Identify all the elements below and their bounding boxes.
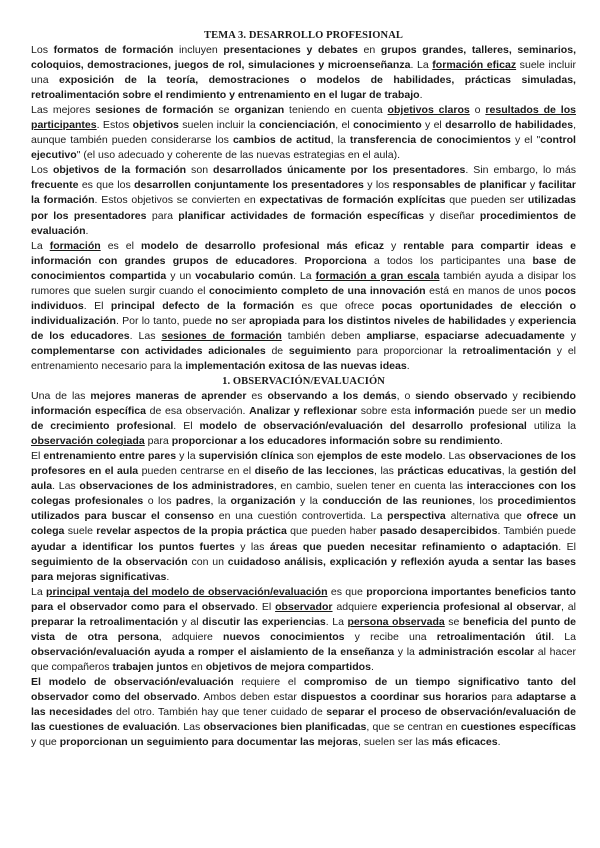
emphasized-text: retroalimentación	[462, 344, 552, 357]
text-run: ,	[415, 329, 425, 342]
emphasized-text: observación/evaluación ayuda a romper el aislamiento de la enseñanza	[31, 645, 395, 658]
document-page	[31, 28, 576, 750]
emphasized-text: concienciación	[259, 119, 336, 132]
section-body	[31, 389, 576, 750]
text-run: . La	[551, 630, 576, 643]
emphasized-text: gestión del aula	[31, 465, 577, 493]
emphasized-text: entrenamiento entre pares	[43, 450, 177, 463]
text-run: . El	[83, 299, 111, 312]
emphasized-text: observaciones de los administradores	[79, 480, 274, 493]
emphasized-text: responsables de planificar	[392, 179, 527, 192]
text-run: y la	[295, 495, 323, 508]
text-run: es que	[327, 585, 367, 598]
emphasized-text: conocimiento completo de una innovación	[209, 284, 426, 297]
emphasized-text: experiencia profesional al observar	[381, 600, 562, 613]
text-run: en una cuestión controvertida. La	[213, 510, 388, 523]
emphasized-text: seguimiento	[288, 344, 352, 357]
emphasized-text: expectativas de formación explícitas	[259, 194, 446, 207]
text-run: se	[444, 615, 463, 628]
emphasized-text: revelar aspectos de la propia práctica	[96, 525, 287, 538]
text-run: , en cambio, suelen tener en cuenta las	[273, 480, 467, 493]
emphasized-text: beneficia del punto de vista de otra persona	[31, 615, 577, 643]
emphasized-text: Analizar y reflexionar	[249, 405, 358, 418]
emphasized-text: procedimientos utilizados para buscar el consenso	[31, 495, 576, 523]
emphasized-text: compromiso de un tiempo significativo tanto del observador como del observado	[31, 675, 576, 703]
text-run: . El	[173, 420, 200, 433]
text-run: o	[469, 104, 486, 117]
emphasized-text: interacciones con los colegas profesionales	[31, 480, 576, 508]
text-run: . Estos	[96, 119, 133, 132]
text-run: y el	[421, 119, 446, 132]
emphasized-text: principal ventaja del modelo de observación/evaluación	[46, 585, 328, 598]
emphasized-text: pasado desapercibidos	[379, 525, 498, 538]
text-run: y la	[176, 450, 199, 463]
emphasized-text: diseño de las lecciones	[254, 465, 375, 478]
text-run: .	[406, 359, 410, 372]
text-run: .	[85, 224, 89, 237]
text-run: incluyen	[173, 44, 224, 56]
emphasized-text: espaciarse adecuadamente	[424, 329, 565, 342]
text-run: para proporcionar la	[351, 344, 463, 357]
text-run: y	[564, 329, 576, 342]
text-run: .	[419, 89, 423, 102]
emphasized-text: observaciones de los profesores en el aula	[31, 450, 577, 478]
text-run: . La	[325, 615, 348, 628]
text-run: y que	[31, 736, 60, 749]
text-run: ser	[228, 314, 250, 327]
emphasized-text: base de conocimientos compartida	[31, 254, 576, 282]
paragraph	[31, 675, 576, 750]
emphasized-text: formación	[49, 239, 101, 252]
emphasized-text: exposición de la teoría, demostraciones o modelos de habilidades, prácticas simuladas, retroalimentación sobre el rendimiento y entrenamiento en el lugar de trabajo	[31, 74, 576, 102]
paragraph	[31, 389, 576, 449]
emphasized-text: desarrollados únicamente por los presentadores	[213, 164, 466, 177]
emphasized-text: observando a los demás	[267, 390, 397, 403]
text-run: alternativa que	[445, 510, 527, 523]
emphasized-text: cuidadoso análisis, explicación y reflexión ayuda a sentar las bases para mejoras significativas	[31, 555, 576, 583]
emphasized-text: proporcionar a los educadores información sobre su rendimiento	[171, 435, 500, 448]
text-run: . El	[558, 540, 576, 553]
text-run: , la	[501, 465, 520, 478]
text-run: es	[246, 390, 268, 403]
emphasized-text: nuevos conocimientos	[223, 630, 345, 643]
emphasized-text: padres	[175, 495, 211, 508]
emphasized-text: trabajen juntos	[112, 660, 189, 673]
emphasized-text: procedimientos de evaluación	[31, 209, 576, 237]
text-run: y los	[363, 179, 393, 192]
emphasized-text: resultados de los participantes	[31, 104, 577, 132]
text-run: .	[166, 570, 170, 583]
emphasized-text: siendo observado	[415, 390, 508, 403]
emphasized-text: organizan	[234, 104, 285, 117]
text-run: . Estos objetivos se convierten en	[94, 194, 260, 207]
text-run: y un	[166, 269, 196, 282]
text-run: que pueden ser	[445, 194, 528, 207]
text-run: y el entrenamiento necesario para la	[31, 344, 577, 372]
emphasized-text: prácticas educativas	[397, 465, 502, 478]
emphasized-text: administración escolar	[418, 645, 535, 658]
intro-body	[31, 43, 576, 374]
text-run: y	[384, 239, 404, 252]
emphasized-text: desarrollen conjuntamente los presentadores	[134, 179, 364, 192]
text-run: . El	[255, 600, 276, 613]
text-run: , el	[335, 119, 354, 132]
emphasized-text: formación eficaz	[432, 59, 517, 72]
emphasized-text: presentaciones y debates	[223, 44, 358, 56]
text-run: teniendo en cuenta	[284, 104, 388, 117]
text-run: " (el uso adecuado y coherente de las nuevas estrategias en el aula).	[76, 149, 401, 162]
text-run: de	[265, 344, 289, 357]
text-run: en	[357, 44, 381, 56]
text-run: . Las	[52, 480, 80, 493]
emphasized-text: retroalimentación útil	[436, 630, 552, 643]
emphasized-text: principal defecto de la formación	[110, 299, 295, 312]
emphasized-text: observador	[275, 600, 333, 613]
emphasized-text: observación colegiada	[31, 435, 145, 448]
emphasized-text: seguimiento de la observación	[31, 555, 188, 568]
emphasized-text: información	[414, 405, 475, 418]
emphasized-text: objetivos de mejora compartidos	[205, 660, 371, 673]
emphasized-text: preparar la retroalimentación	[31, 615, 179, 628]
text-run: La	[31, 239, 50, 252]
text-run: suelen incluir la	[178, 119, 260, 132]
text-run: al hacer que compañeros	[31, 645, 576, 673]
text-run: , los	[472, 495, 498, 508]
emphasized-text: medio de crecimiento profesional	[31, 405, 577, 433]
text-run: . Sin embargo, lo más	[465, 164, 577, 177]
emphasized-text: ejemplos de este modelo	[316, 450, 443, 463]
text-run: , al	[561, 600, 577, 613]
text-run: , la	[330, 134, 350, 147]
emphasized-text: observaciones bien planificadas	[203, 721, 367, 734]
text-run: y las	[234, 540, 270, 553]
emphasized-text: separar el proceso de observación/evaluación de las cuestiones de evaluación	[31, 706, 576, 734]
text-run: Los	[31, 164, 53, 177]
text-run: es que los	[78, 179, 135, 192]
text-run: requiere el	[233, 675, 304, 688]
text-run: El	[31, 450, 44, 463]
emphasized-text: cuestiones específicas	[460, 721, 576, 734]
emphasized-text: ampliarse	[366, 329, 416, 342]
emphasized-text: Proporciona	[304, 254, 367, 267]
text-run: que pueden haber	[286, 525, 380, 538]
emphasized-text: conocimiento	[353, 119, 422, 132]
text-run: . La	[410, 59, 433, 72]
text-run: . También puede	[497, 525, 577, 538]
text-run: Una de las	[31, 390, 91, 403]
text-run: para	[487, 690, 517, 703]
emphasized-text: formatos de formación	[53, 44, 174, 56]
text-run: . Las	[129, 329, 162, 342]
emphasized-text: perspectiva	[387, 510, 446, 523]
emphasized-text: supervisión clínica	[198, 450, 294, 463]
text-run: , adquiere	[158, 630, 224, 643]
text-run: . Ambos deben estar	[197, 690, 301, 703]
emphasized-text: vocabulario común	[195, 269, 293, 282]
text-run: pueden centrarse en el	[138, 465, 255, 478]
emphasized-text: pocos individuos	[31, 284, 577, 312]
emphasized-text: facilitar la formación	[31, 179, 576, 207]
emphasized-text: organización	[230, 495, 296, 508]
text-run: y el "	[510, 134, 541, 147]
emphasized-text: ayudar a identificar los puntos fuertes	[31, 540, 235, 553]
text-run: y diseñar	[424, 209, 480, 222]
emphasized-text: persona observada	[347, 615, 445, 628]
paragraph	[31, 239, 576, 374]
emphasized-text: control ejecutivo	[31, 134, 576, 162]
emphasized-text: mejores maneras de aprender	[90, 390, 247, 403]
text-run: Las mejores	[31, 104, 96, 117]
document-title: TEMA 3. DESARROLLO PROFESIONAL	[203, 30, 404, 41]
emphasized-text: objetivos claros	[387, 104, 470, 117]
paragraph	[31, 103, 576, 163]
text-run: son	[186, 164, 213, 177]
emphasized-text: áreas que pueden necesitar refinamiento o adaptación	[269, 540, 559, 553]
text-run: suele incluir una	[31, 59, 576, 87]
text-run: con un	[187, 555, 228, 568]
emphasized-text: grupos grandes, talleres, seminarios, coloquios, demostraciones, juegos de rol, simulaciones y microenseñanza	[31, 44, 577, 72]
text-run: .	[370, 660, 374, 673]
emphasized-text: formación a gran escala	[315, 269, 440, 282]
emphasized-text: más eficaces	[431, 736, 498, 749]
text-run: . Las	[177, 721, 204, 734]
text-run: adquiere	[332, 600, 382, 613]
emphasized-text: proporciona importantes beneficios tanto para el observador como para el observado	[31, 585, 576, 613]
text-run: utiliza la	[526, 420, 576, 433]
text-run: también deben	[281, 329, 367, 342]
emphasized-text: rentable para compartir ideas e información con grandes grupos de educadores	[31, 239, 576, 267]
emphasized-text: objetivos	[132, 119, 179, 132]
emphasized-text: pocas oportunidades de elección o individualización	[31, 299, 577, 327]
emphasized-text: apropiada para los distintos niveles de habilidades	[249, 314, 507, 327]
text-run: , las	[374, 465, 398, 478]
emphasized-text: frecuente	[31, 179, 79, 192]
text-run: , la	[210, 495, 231, 508]
text-run: se	[213, 104, 235, 117]
emphasized-text: modelo de observación/evaluación del desarrollo profesional	[199, 420, 527, 433]
text-run: y	[526, 179, 539, 192]
text-run: y recibe una	[344, 630, 437, 643]
text-run: y	[507, 390, 523, 403]
text-run: , o	[396, 390, 416, 403]
emphasized-text: ofrece un colega	[31, 510, 576, 538]
emphasized-text: desarrollo de habilidades	[445, 119, 574, 132]
emphasized-text: utilizadas por los presentadores	[31, 194, 576, 222]
text-run: en	[188, 660, 206, 673]
text-run: puede ser un	[474, 405, 545, 418]
text-run: . Las	[442, 450, 469, 463]
text-run: . Por lo tanto, puede	[115, 314, 216, 327]
emphasized-text: no	[215, 314, 229, 327]
text-run: es el	[100, 239, 142, 252]
text-run: y	[506, 314, 518, 327]
text-run: son	[293, 450, 317, 463]
text-run: , suelen ser las	[358, 736, 432, 749]
text-run: , aunque también pueden considerarse los	[31, 119, 577, 147]
text-run: , que se centran en	[366, 721, 461, 734]
text-run: y la	[394, 645, 419, 658]
text-run: del otro. También hay que tener cuidado de	[112, 706, 327, 719]
paragraph	[31, 585, 576, 675]
emphasized-text: recibiendo información específica	[31, 390, 577, 418]
text-run: .	[294, 254, 305, 267]
text-run: a todos los participantes una	[366, 254, 533, 267]
emphasized-text: complementarse con actividades adicionales	[31, 344, 266, 357]
emphasized-text: sesiones de formación	[161, 329, 282, 342]
emphasized-text: objetivos de la formación	[52, 164, 187, 177]
emphasized-text: dispuestos a coordinar sus horarios	[300, 690, 488, 703]
text-run: de esa observación.	[146, 405, 250, 418]
text-run: .	[499, 435, 503, 448]
text-run: para	[146, 209, 179, 222]
emphasized-text: experiencia de los educadores	[31, 314, 577, 342]
emphasized-text: planificar actividades de formación específicas	[178, 209, 425, 222]
emphasized-text: El modelo de observación/evaluación	[31, 675, 234, 688]
text-run: o los	[143, 495, 176, 508]
text-run: también ayuda a disipar los rumores que suelen surgir cuando el	[31, 269, 576, 297]
emphasized-text: discutir las experiencias	[202, 615, 326, 628]
emphasized-text: adaptarse a las necesidades	[31, 690, 576, 719]
emphasized-text: implementación exitosa de las nuevas ideas	[185, 359, 407, 372]
text-run: está en manos de unos	[425, 284, 545, 297]
text-run: y al	[178, 615, 203, 628]
text-run: para	[144, 435, 172, 448]
paragraph	[31, 449, 576, 584]
emphasized-text: cambios de actitud	[232, 134, 331, 147]
text-run: sobre esta	[357, 405, 415, 418]
emphasized-text: conducción de las reuniones	[322, 495, 473, 508]
emphasized-text: sesiones de formación	[95, 104, 214, 117]
text-run: La	[31, 585, 47, 598]
text-run: es que ofrece	[294, 299, 382, 312]
text-run: .	[497, 736, 501, 749]
text-run: suele	[64, 525, 97, 538]
section-heading: 1. OBSERVACIÓN/EVALUACIÓN	[222, 376, 385, 388]
text-run: . La	[292, 269, 316, 282]
emphasized-text: modelo de desarrollo profesional más eficaz	[141, 239, 385, 252]
paragraph	[31, 43, 576, 103]
paragraph	[31, 163, 576, 238]
emphasized-text: transferencia de conocimientos	[349, 134, 511, 147]
emphasized-text: proporcionan un seguimiento para documentar las mejoras	[59, 736, 359, 749]
text-run: Los	[31, 44, 54, 56]
